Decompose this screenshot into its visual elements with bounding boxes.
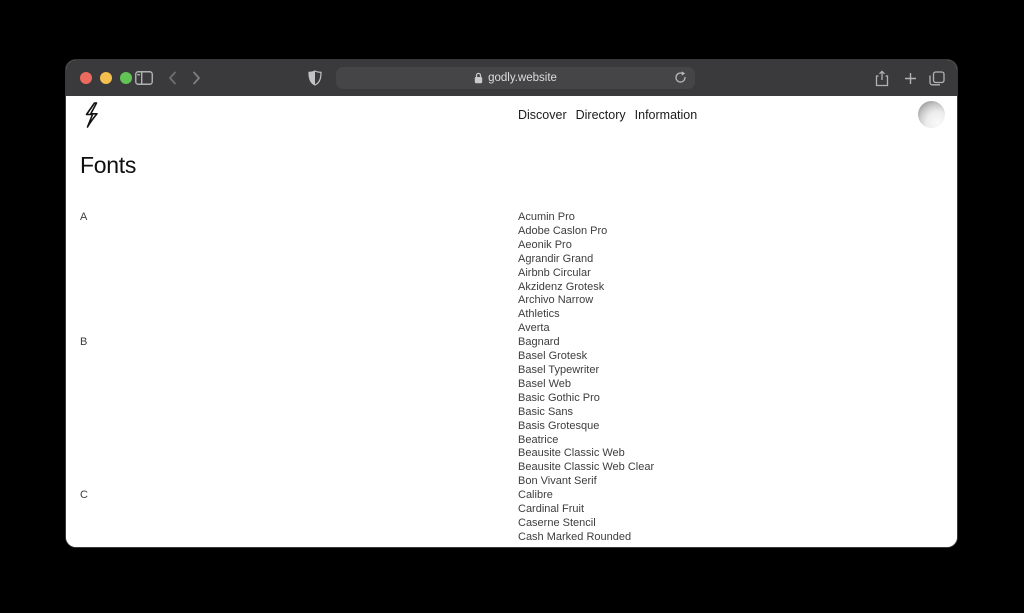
traffic-light-close[interactable] — [80, 72, 92, 84]
new-tab-icon[interactable] — [900, 60, 920, 96]
page-title: Fonts — [80, 152, 137, 178]
font-link[interactable]: Cardinal Fruit — [518, 503, 585, 516]
font-link[interactable]: Calibre — [518, 489, 553, 502]
font-link[interactable]: Averta — [518, 322, 550, 335]
browser-window — [66, 60, 957, 547]
url-text: godly.website — [488, 72, 557, 84]
group-letter: C — [80, 489, 88, 502]
nav-information[interactable]: Information — [634, 108, 698, 122]
font-group — [80, 489, 943, 545]
browser-toolbar — [66, 60, 957, 96]
font-link[interactable]: Athletics — [518, 308, 560, 321]
tabs-overview-icon[interactable] — [926, 60, 948, 96]
font-link[interactable]: Basel Grotesk — [518, 350, 588, 363]
font-list — [80, 211, 943, 547]
traffic-light-minimize[interactable] — [100, 72, 112, 84]
font-group — [80, 211, 943, 336]
font-link[interactable]: Acumin Pro — [518, 211, 575, 223]
forward-icon[interactable] — [188, 60, 204, 96]
font-link[interactable]: Caserne Stencil — [518, 516, 596, 529]
reload-icon[interactable] — [673, 70, 688, 85]
share-icon[interactable] — [872, 60, 892, 96]
theme-toggle[interactable] — [918, 101, 945, 128]
font-link[interactable]: Cash Marked Rounded — [518, 530, 632, 543]
nav-discover[interactable]: Discover — [518, 108, 567, 122]
font-link[interactable]: Akzidenz Grotesk — [518, 280, 605, 293]
font-link[interactable]: Basel Web — [518, 377, 571, 390]
font-link[interactable]: Basic Gothic Pro — [518, 391, 600, 404]
traffic-light-maximize[interactable] — [120, 72, 132, 84]
font-link[interactable]: Adobe Caslon Pro — [518, 224, 608, 237]
font-group — [80, 336, 943, 489]
lock-icon — [474, 72, 483, 84]
font-link[interactable]: Beausite Classic Web Clear — [518, 461, 655, 474]
font-link[interactable]: Bagnard — [518, 336, 560, 349]
font-link[interactable]: Bon Vivant Serif — [518, 475, 597, 488]
font-link[interactable]: Basis Grotesque — [518, 419, 600, 432]
shield-icon[interactable] — [306, 60, 324, 96]
font-link[interactable]: Agrandir Grand — [518, 252, 594, 265]
sidebar-icon[interactable] — [132, 60, 156, 96]
font-link[interactable]: Airbnb Circular — [518, 266, 591, 279]
font-link[interactable]: Basel Typewriter — [518, 363, 600, 376]
font-link[interactable]: Beatrice — [518, 433, 559, 446]
main-nav — [518, 108, 697, 122]
group-letter: A — [80, 211, 88, 223]
font-link[interactable]: Archivo Narrow — [518, 294, 594, 307]
font-link[interactable]: Basic Sans — [518, 405, 574, 418]
font-link[interactable]: Aeonik Pro — [518, 238, 572, 251]
page-content — [66, 96, 957, 547]
back-icon[interactable] — [164, 60, 180, 96]
group-letter: B — [80, 336, 88, 349]
site-logo-lightning-icon[interactable] — [80, 101, 104, 129]
nav-directory[interactable]: Directory — [575, 108, 626, 122]
font-link[interactable]: Beausite Classic Web — [518, 447, 625, 460]
address-bar[interactable] — [336, 67, 695, 89]
